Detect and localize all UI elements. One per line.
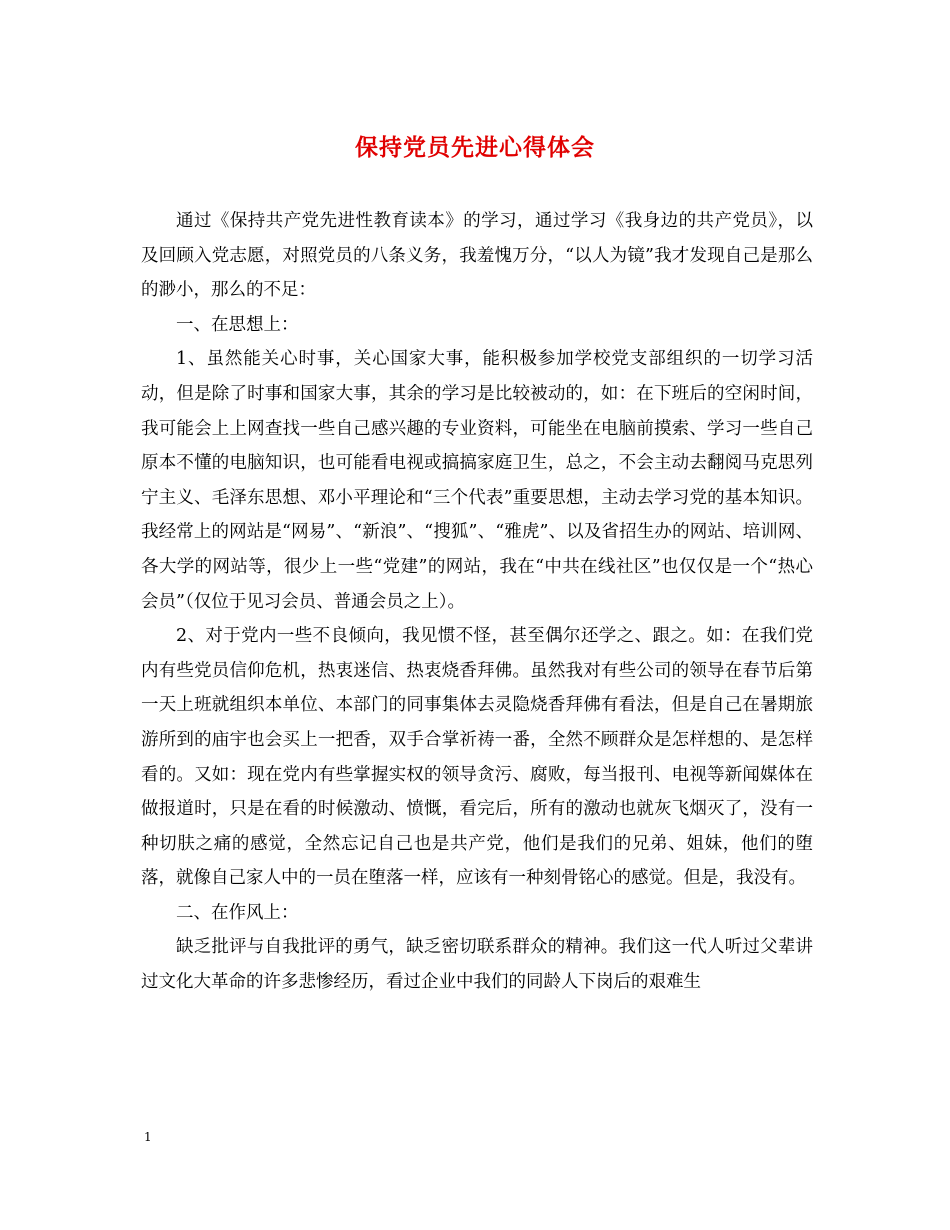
paragraph-intro: 通过《保持共产党先进性教育读本》的学习，通过学习《我身边的共产党员》，以及回顾入党志愿，对照党员的八条义务，我羞愧万分，“以人为镜”我才发现自己是那么的渺小，那么的不足： <box>141 211 813 301</box>
paragraph-point-2: 2、对于党内一些不良倾向，我见惯不怪，甚至偶尔还学之、跟之。如：在我们党内有些党员信仰危机，热衷迷信、热衷烧香拜佛。虽然我对有些公司的领导在春节后第一天上班就组织本单位、本部门的同事集体去灵隐烧香拜佛有看法，但是自己在暑期旅游所到的庙宇也会买上一把香，双手合掌祈祷一番，全然不顾群众是怎样想的、是怎样看的。又如：现在党内有些掌握实权的领导贪污、腐败，每当报刊、电视等新闻媒体在做报道时，只是在看的时候激动、愤慨，看完后，所有的激动也就灰飞烟灭了，没有一种切肤之痛的感觉，全然忘记自己也是共产党，他们是我们的兄弟、姐妹，他们的堕落，就像自己家人中的一员在堕落一样，应该有一种刻骨铭心的感觉。但是，我没有。 <box>141 626 813 889</box>
section-heading-style: 二、在作风上： <box>176 902 299 923</box>
paragraph-point-1: 1、虽然能关心时事，关心国家大事，能积极参加学校党支部组织的一切学习活动，但是除了时事和国家大事，其余的学习是比较被动的，如：在下班后的空闲时间，我可能会上上网查找一些自己感兴趣的专业资料，可能坐在电脑前摸索、学习一些自己原本不懂的电脑知识，也可能看电视或搞搞家庭卫生，总之，不会主动去翻阅马克思列宁主义、毛泽东思想、邓小平理论和“三个代表”重要思想，主动去学习党的基本知识。我经常上的网站是“网易”、“新浪”、“搜狐”、“雅虎”、以及省招生办的网站、培训网、各大学的网站等，很少上一些“党建”的网站，我在“中共在线社区”也仅仅是一个“热心会员”（仅位于见习会员、普通会员之上）。 <box>141 349 813 612</box>
page-number: 1 <box>144 1130 152 1144</box>
paragraph-style: 缺乏批评与自我批评的勇气，缺乏密切联系群众的精神。我们这一代人听过父辈讲过文化大革命的许多悲惨经历，看过企业中我们的同龄人下岗后的艰难生 <box>141 937 813 993</box>
document-title: 保持党员先进心得体会 <box>355 134 595 161</box>
section-heading-thought: 一、在思想上： <box>176 314 299 335</box>
document-body <box>141 204 813 1000</box>
